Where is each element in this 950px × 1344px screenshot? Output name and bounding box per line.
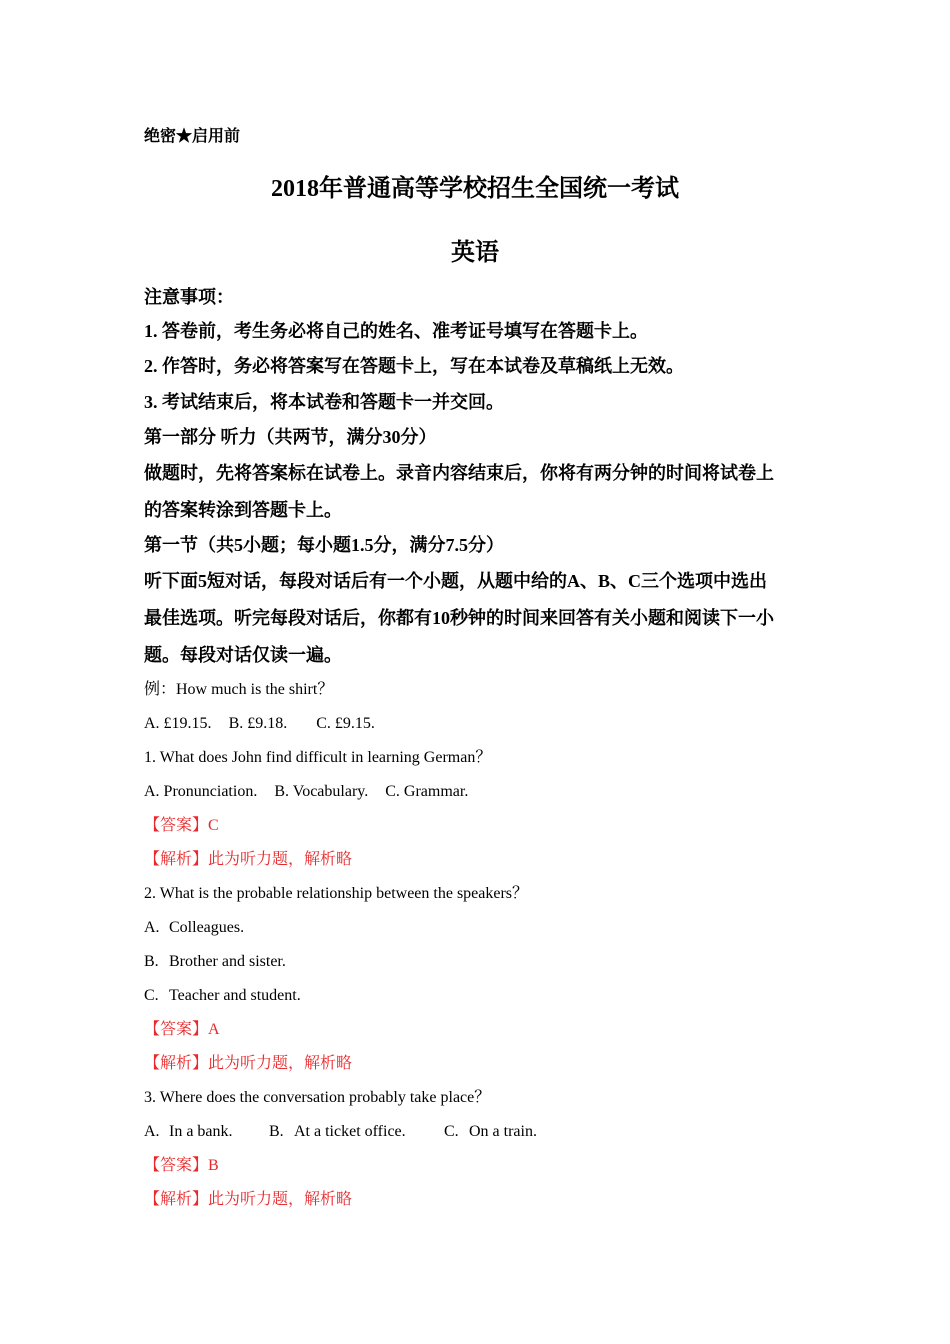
section1-instruction-line-3: 题。每段对话仅读一遍。 <box>144 645 342 665</box>
question-3-analysis: 【解析】此为听力题，解析略 <box>144 1191 353 1208</box>
part1-instruction-line-1: 做题时，先将答案标在试卷上。录音内容结束后，你将有两分钟的时间将试卷上 <box>144 463 774 483</box>
q2-option-c-letter: C. <box>144 987 159 1004</box>
q3-option-b-letter: B. <box>269 1123 284 1140</box>
q2-option-b <box>144 952 286 972</box>
q3-option-a-letter: A. <box>144 1123 160 1140</box>
q3-option-a-text: In a bank. <box>169 1123 233 1140</box>
question-3-answer: 【答案】B <box>144 1157 219 1174</box>
note-item-2: 2. 作答时，务必将答案写在答题卡上，写在本试卷及草稿纸上无效。 <box>144 356 684 376</box>
subject-title: 英语 <box>451 240 499 266</box>
part1-instruction-line-2: 的答案转涂到答题卡上。 <box>144 500 342 520</box>
secret-label: 绝密★启用前 <box>144 128 241 145</box>
example-question: 例：How much is the shirt？ <box>144 681 334 698</box>
q1-option-c: C. Grammar. <box>385 783 469 800</box>
example-option-a: A. £19.15. <box>144 715 212 732</box>
part1-heading: 第一部分 听力（共两节，满分30分） <box>144 427 437 447</box>
q2-option-a-letter: A. <box>144 919 160 936</box>
question-2-analysis: 【解析】此为听力题，解析略 <box>144 1055 353 1072</box>
q3-option-c-letter: C. <box>444 1123 459 1140</box>
q3-option-b-text: At a ticket office. <box>294 1123 406 1140</box>
q2-option-c <box>144 986 301 1006</box>
question-1-options <box>144 782 468 802</box>
exam-title: 2018年普通高等学校招生全国统一考试 <box>271 176 679 202</box>
question-3: 3. Where does the conversation probably take place？ <box>144 1089 491 1106</box>
q2-option-b-text: Brother and sister. <box>169 953 286 970</box>
example-option-b: B. £9.18. <box>228 715 288 732</box>
q1-option-a: A. Pronunciation. <box>144 783 258 800</box>
q1-option-b: B. Vocabulary. <box>274 783 369 800</box>
question-2-answer: 【答案】A <box>144 1021 220 1038</box>
q3-option-c-text: On a train. <box>469 1123 537 1140</box>
q2-option-a <box>144 918 244 938</box>
section1-heading: 第一节（共5小题；每小题1.5分，满分7.5分） <box>144 535 504 555</box>
q2-option-a-text: Colleagues. <box>169 919 245 936</box>
question-3-options <box>144 1122 537 1142</box>
question-1: 1. What does John find difficult in learning German？ <box>144 749 492 766</box>
question-1-answer: 【答案】C <box>144 817 219 834</box>
q2-option-c-text: Teacher and student. <box>169 987 301 1004</box>
example-option-c: C. £9.15. <box>316 715 375 732</box>
question-1-analysis: 【解析】此为听力题，解析略 <box>144 851 353 868</box>
notes-heading: 注意事项： <box>144 287 234 307</box>
question-2: 2. What is the probable relationship between the speakers？ <box>144 885 529 902</box>
q2-option-b-letter: B. <box>144 953 159 970</box>
section1-instruction-line-1: 听下面5短对话，每段对话后有一个小题，从题中给的A、B、C三个选项中选出 <box>144 571 768 591</box>
note-item-1: 1. 答卷前，考生务必将自己的姓名、准考证号填写在答题卡上。 <box>144 321 648 341</box>
example-options <box>144 714 375 734</box>
section1-instruction-line-2: 最佳选项。听完每段对话后，你都有10秒钟的时间来回答有关小题和阅读下一小 <box>144 608 774 628</box>
note-item-3: 3. 考试结束后，将本试卷和答题卡一并交回。 <box>144 392 504 412</box>
